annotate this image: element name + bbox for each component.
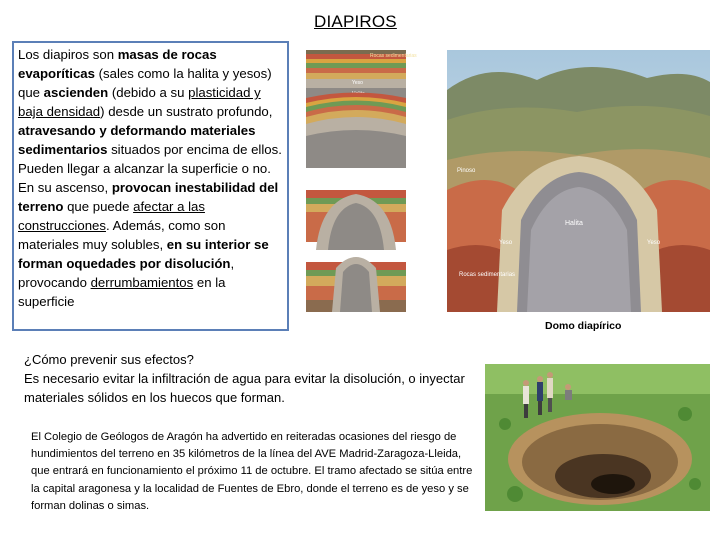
stage-3-dome [306, 190, 406, 250]
news-paragraph: El Colegio de Geólogos de Aragón ha advertido en reiteradas ocasiones del riesgo de hundimientos del terreno en 35 kilómetros de la línea del AVE Madrid-Zaragoza-Lleida, que entrará en funcionamiento el próximo 11 de octubre. El tramo afectado se sitúa entre la capital aragonesa y la localidad de Fuentes de Ebro, donde el terreno es de yeso y se forman dolinas o simas. [31, 431, 473, 512]
intro-underlined-text: afectar a las construcciones [18, 199, 205, 233]
intro-text: situados por encima de ellos. Pueden llegar a alcanzar la superficie o no. En su ascenso, [18, 142, 282, 195]
intro-text: en la superficie [18, 275, 226, 309]
intro-underlined-text: derrumbamientos [90, 275, 194, 290]
intro-bold-text: atravesando y deformando materiales sedimentarios [18, 123, 256, 157]
intro-text: Los diapiros son [18, 47, 118, 62]
prevention-question: ¿Cómo prevenir sus efectos? [24, 352, 194, 367]
page-title: DIAPIROS [314, 12, 397, 31]
intro-text: (debido a su [108, 85, 189, 100]
intro-bold-text: masas de rocas evaporíticas [18, 47, 217, 81]
label-halita-dome: Halita [565, 220, 583, 227]
intro-bold-text: ascienden [43, 85, 109, 100]
label-rocas: Rocas sedimentarias [370, 53, 417, 59]
stage-4-piercing [306, 257, 406, 312]
intro-text-box [12, 41, 289, 331]
intro-text: (sales como la halita y yesos) que [18, 66, 272, 100]
stage-2-uplift [306, 93, 406, 169]
intro-text: . Además, como son materiales muy solubles, [18, 218, 226, 252]
prevention-section [24, 350, 474, 407]
intro-bold-text: en su interior se forman oquedades por disolución [18, 237, 269, 271]
intro-text: que puede [63, 199, 134, 214]
dome-caption: Domo diapírico [545, 320, 622, 332]
label-yeso-right: Yeso [647, 240, 661, 246]
label-pinoso: Pinoso [457, 168, 476, 174]
intro-underlined-text: plasticidad y baja densidad [18, 85, 261, 119]
label-rocas-dome: Rocas sedimentarias [459, 272, 516, 278]
sinkhole-image [485, 364, 710, 511]
prevention-answer: Es necesario evitar la infiltración de agua para evitar la disolución, o inyectar materiales sólidos en los huecos que forman. [24, 371, 465, 405]
intro-bold-text: provocan inestabilidad del terreno [18, 180, 279, 214]
diapiric-dome-image [447, 50, 710, 312]
label-yeso-left: Yeso [499, 240, 513, 246]
intro-text: ) desde un sustrato profundo, [100, 104, 273, 119]
intro-text: , provocando [18, 256, 235, 290]
label-yeso: Yeso [352, 80, 363, 86]
diapir-stages-diagram [306, 50, 442, 312]
